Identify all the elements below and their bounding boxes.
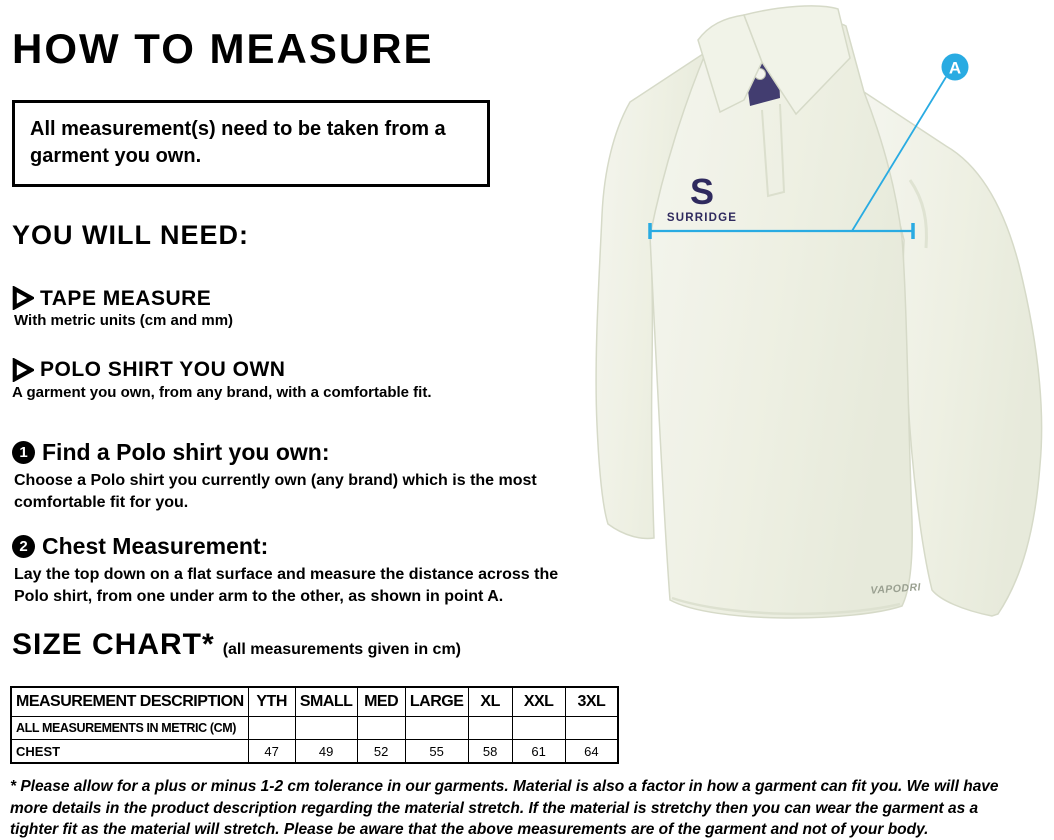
point-a-label: A: [948, 58, 962, 78]
row-label-cell: ALL MEASUREMENTS IN METRIC (CM): [11, 717, 248, 740]
step-number-badge: 2: [12, 535, 35, 558]
need-item-title: POLO SHIRT YOU OWN: [40, 358, 286, 381]
footnote: * Please allow for a plus or minus 1-2 cm tolerance in our garments. Material is also a factor in how a garment can fit you. We will have more details in the product description regarding the material stretch. If the material is stretchy then you can wear the garment as a tighter fit as the material will stretch. Please be aware that the above measurements are of the garment and not of your body.: [10, 778, 999, 838]
table-header-cell: MEASUREMENT DESCRIPTION: [11, 687, 248, 717]
value-cell: 47: [248, 740, 295, 764]
size-chart-heading: [12, 628, 461, 662]
note-box: [12, 100, 490, 187]
value-cell: [295, 717, 357, 740]
value-cell: [565, 717, 618, 740]
value-cell: 58: [468, 740, 512, 764]
value-cell: [512, 717, 565, 740]
need-item-desc: A garment you own, from any brand, with a comfortable fit.: [12, 384, 432, 401]
table-header-cell: MED: [357, 687, 405, 717]
table-header-cell: SMALL: [295, 687, 357, 717]
table-header-cell: XXL: [512, 687, 565, 717]
step-title: Find a Polo shirt you own:: [42, 439, 330, 465]
value-cell: 64: [565, 740, 618, 764]
point-a-badge: [942, 54, 969, 81]
step-desc: Lay the top down on a flat surface and measure the distance across the Polo shirt, from one under arm to the other, as shown in point A.: [14, 566, 559, 605]
play-icon: [12, 358, 34, 382]
value-cell: 49: [295, 740, 357, 764]
table-row: [11, 717, 618, 740]
table-header-row: [11, 687, 618, 717]
size-table: [10, 686, 619, 764]
size-chart-title: SIZE CHART*: [12, 628, 215, 661]
value-cell: [405, 717, 468, 740]
value-cell: 52: [357, 740, 405, 764]
value-cell: [248, 717, 295, 740]
value-cell: 61: [512, 740, 565, 764]
table-header-cell: XL: [468, 687, 512, 717]
table-header-cell: 3XL: [565, 687, 618, 717]
need-item-title: TAPE MEASURE: [40, 287, 212, 310]
size-chart-subtitle: (all measurements given in cm): [222, 641, 461, 658]
step-desc: Choose a Polo shirt you currently own (any brand) which is the most comfortable fit for you.: [14, 472, 537, 511]
step-title: Chest Measurement:: [42, 533, 269, 559]
value-cell: 55: [405, 740, 468, 764]
you-will-need-heading: YOU WILL NEED:: [12, 220, 250, 250]
table-header-cell: YTH: [248, 687, 295, 717]
value-cell: [357, 717, 405, 740]
note-text: All measurement(s) need to be taken from a garment you own.: [30, 118, 446, 167]
shirt-illustration: [592, 0, 1054, 660]
vapodri-label: VAPODRI: [870, 581, 922, 597]
step-number-badge: 1: [12, 441, 35, 464]
table-header-cell: LARGE: [405, 687, 468, 717]
surridge-logo-mark: S: [689, 171, 715, 212]
row-label-cell: CHEST: [11, 740, 248, 764]
page-title: HOW TO MEASURE: [12, 25, 434, 72]
table-row: [11, 740, 618, 764]
shirt-diagram: [592, 0, 1054, 660]
value-cell: [468, 717, 512, 740]
need-item-desc: With metric units (cm and mm): [14, 312, 234, 329]
surridge-logo-text: SURRIDGE: [666, 212, 738, 224]
play-icon: [12, 286, 34, 310]
